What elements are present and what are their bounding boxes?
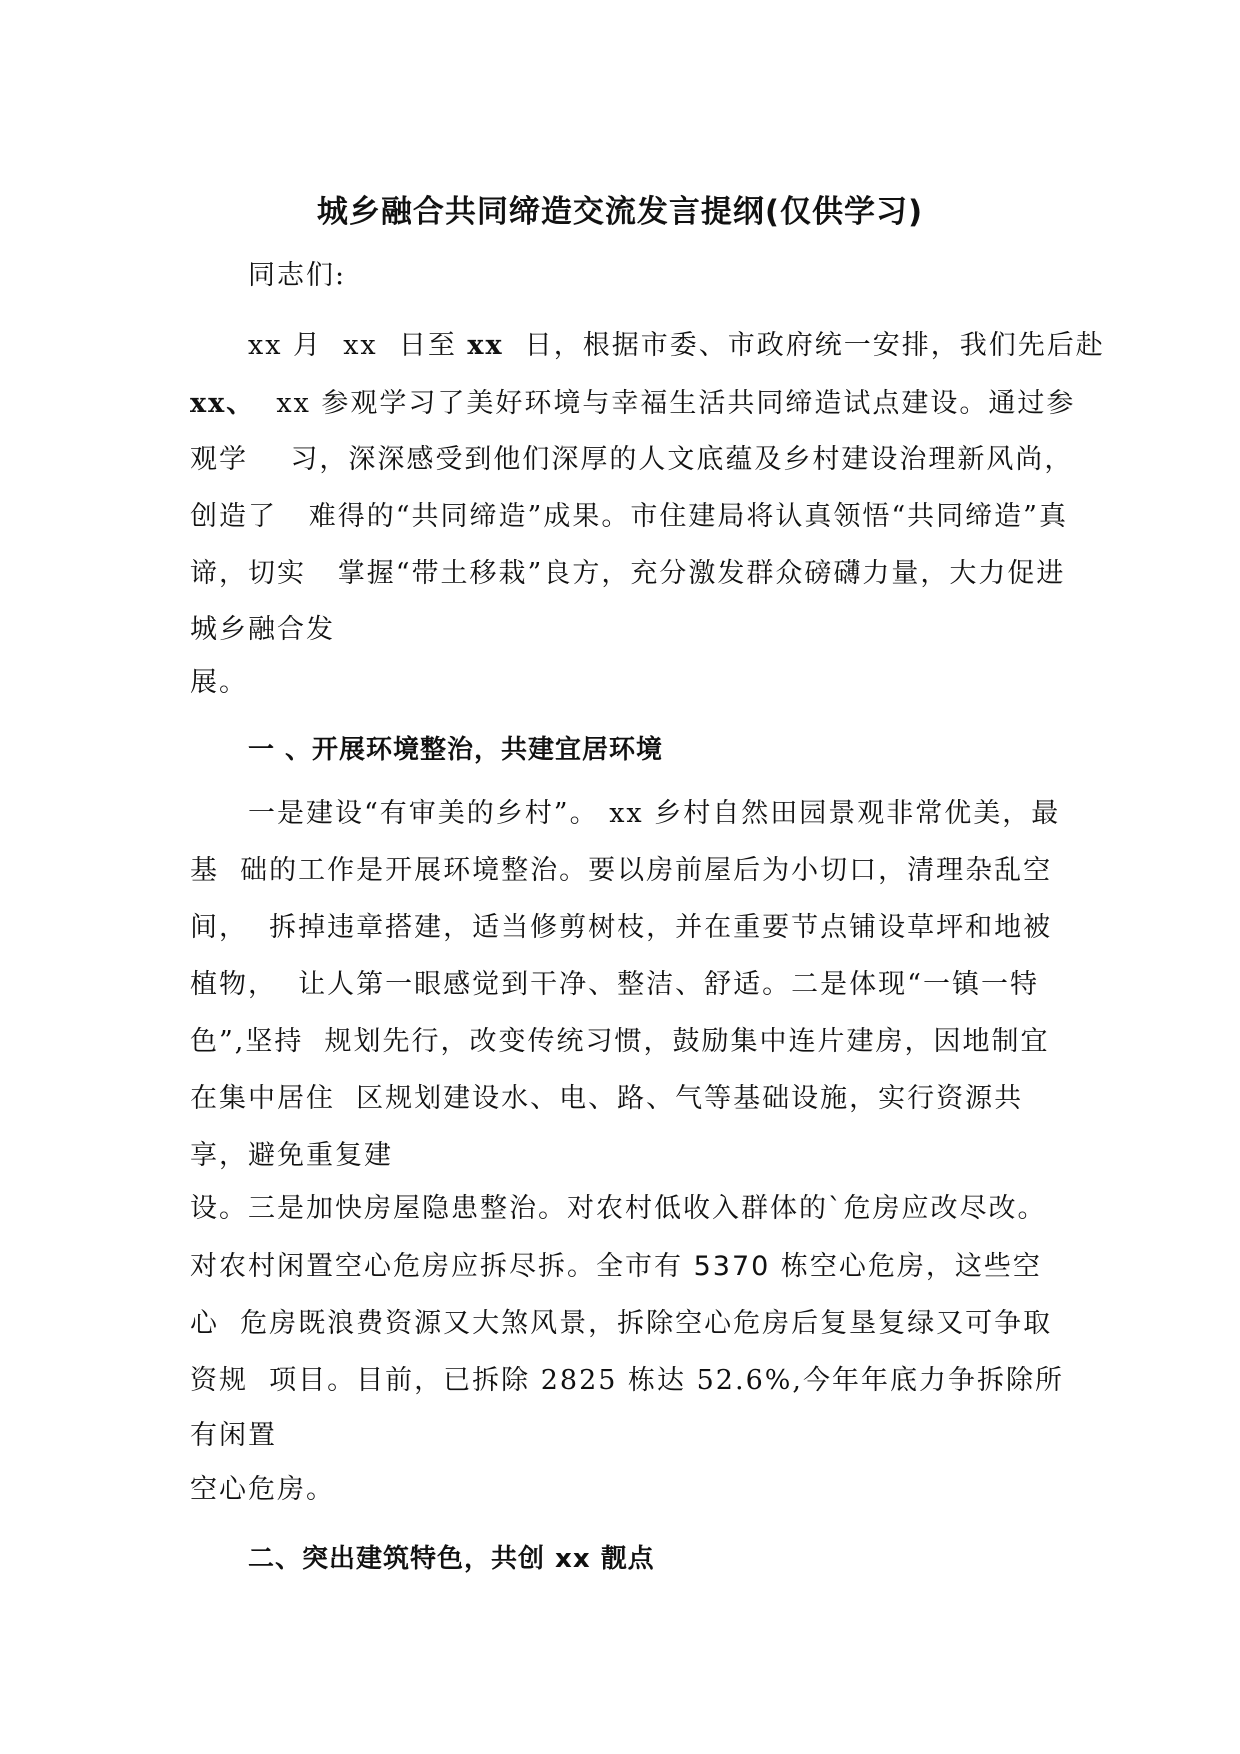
section-1-line-7: 享，避免重复建 [190,1140,393,1171]
salutation: 同志们: [248,260,347,291]
section-1-line-5: 色”,坚持 规划先行，改变传统习惯，鼓励集中连片建房，因地制宜 [190,1026,1050,1057]
section-1-line-4: 植物， 让人第一眼感觉到干净、整洁、舒适。二是体现“一镇一特 [190,969,1039,1000]
section-1-line-9 [190,1249,1042,1285]
intro-line-6: 城乡融合发 [190,614,335,645]
section-2-heading: 二、突出建筑特色，共创 xx 靓点 [248,1544,655,1574]
intro-text: xx 参观学习了美好环境与幸福生活共同缔造试点建设。通过参 [255,388,1076,419]
section-1-line-6: 在集中居住 区规划建设水、电、路、气等基础设施，实行资源共 [190,1083,1024,1114]
section-1-line-13: 空心危房。 [190,1474,335,1505]
section-1-text: 对农村闲置空心危房应拆尽拆。全市有 [190,1251,694,1282]
intro-text: xx 月 xx 日至 [248,330,468,361]
intro-line-2 [190,386,1075,422]
intro-text: 日，根据市委、市政府统一安排，我们先后赴 [503,330,1105,361]
document-title: 城乡融合共同缔造交流发言提纲(仅供学习) [316,194,924,230]
section-1-line-8: 设。三是加快房屋隐患整治。对农村低收入群体的`危房应改尽改。 [190,1193,1047,1224]
intro-line-1 [248,328,1105,364]
section-1-line-1: 一是建设“有审美的乡村”。 xx 乡村自然田园景观非常优美，最 [248,798,1061,829]
section-1-text: 栋空心危房，这些空 [770,1251,1042,1282]
intro-line-7: 展。 [190,667,248,698]
intro-line-4: 创造了 难得的“共同缔造”成果。市住建局将认真领悟“共同缔造”真 [190,501,1068,532]
intro-line-5: 谛，切实 掌握“带土移栽”良方，充分激发群众磅礴力量，大力促进 [190,558,1066,589]
section-1-line-12: 有闲置 [190,1420,277,1451]
intro-bold-text: xx、 [190,388,256,419]
section-1-number: 5370 [693,1251,771,1282]
section-1-line-10: 心 危房既浪费资源又大煞风景，拆除空心危房后复垦复绿又可争取 [190,1308,1053,1339]
section-1-heading: 一 、开展环境整治，共建宜居环境 [248,735,664,765]
section-1-line-3: 间， 拆掉违章搭建，适当修剪树枝，并在重要节点铺设草坪和地被 [190,912,1053,943]
intro-line-3: 观学 习，深深感受到他们深厚的人文底蕴及乡村建设治理新风尚， [190,444,1074,475]
intro-bold-text: xx [467,330,504,361]
section-1-line-2: 基 础的工作是开展环境整治。要以房前屋后为小切口，清理杂乱空 [190,855,1053,886]
section-1-line-11: 资规 项目。目前，已拆除 2825 栋达 52.6%,今年年底力争拆除所 [190,1365,1064,1396]
